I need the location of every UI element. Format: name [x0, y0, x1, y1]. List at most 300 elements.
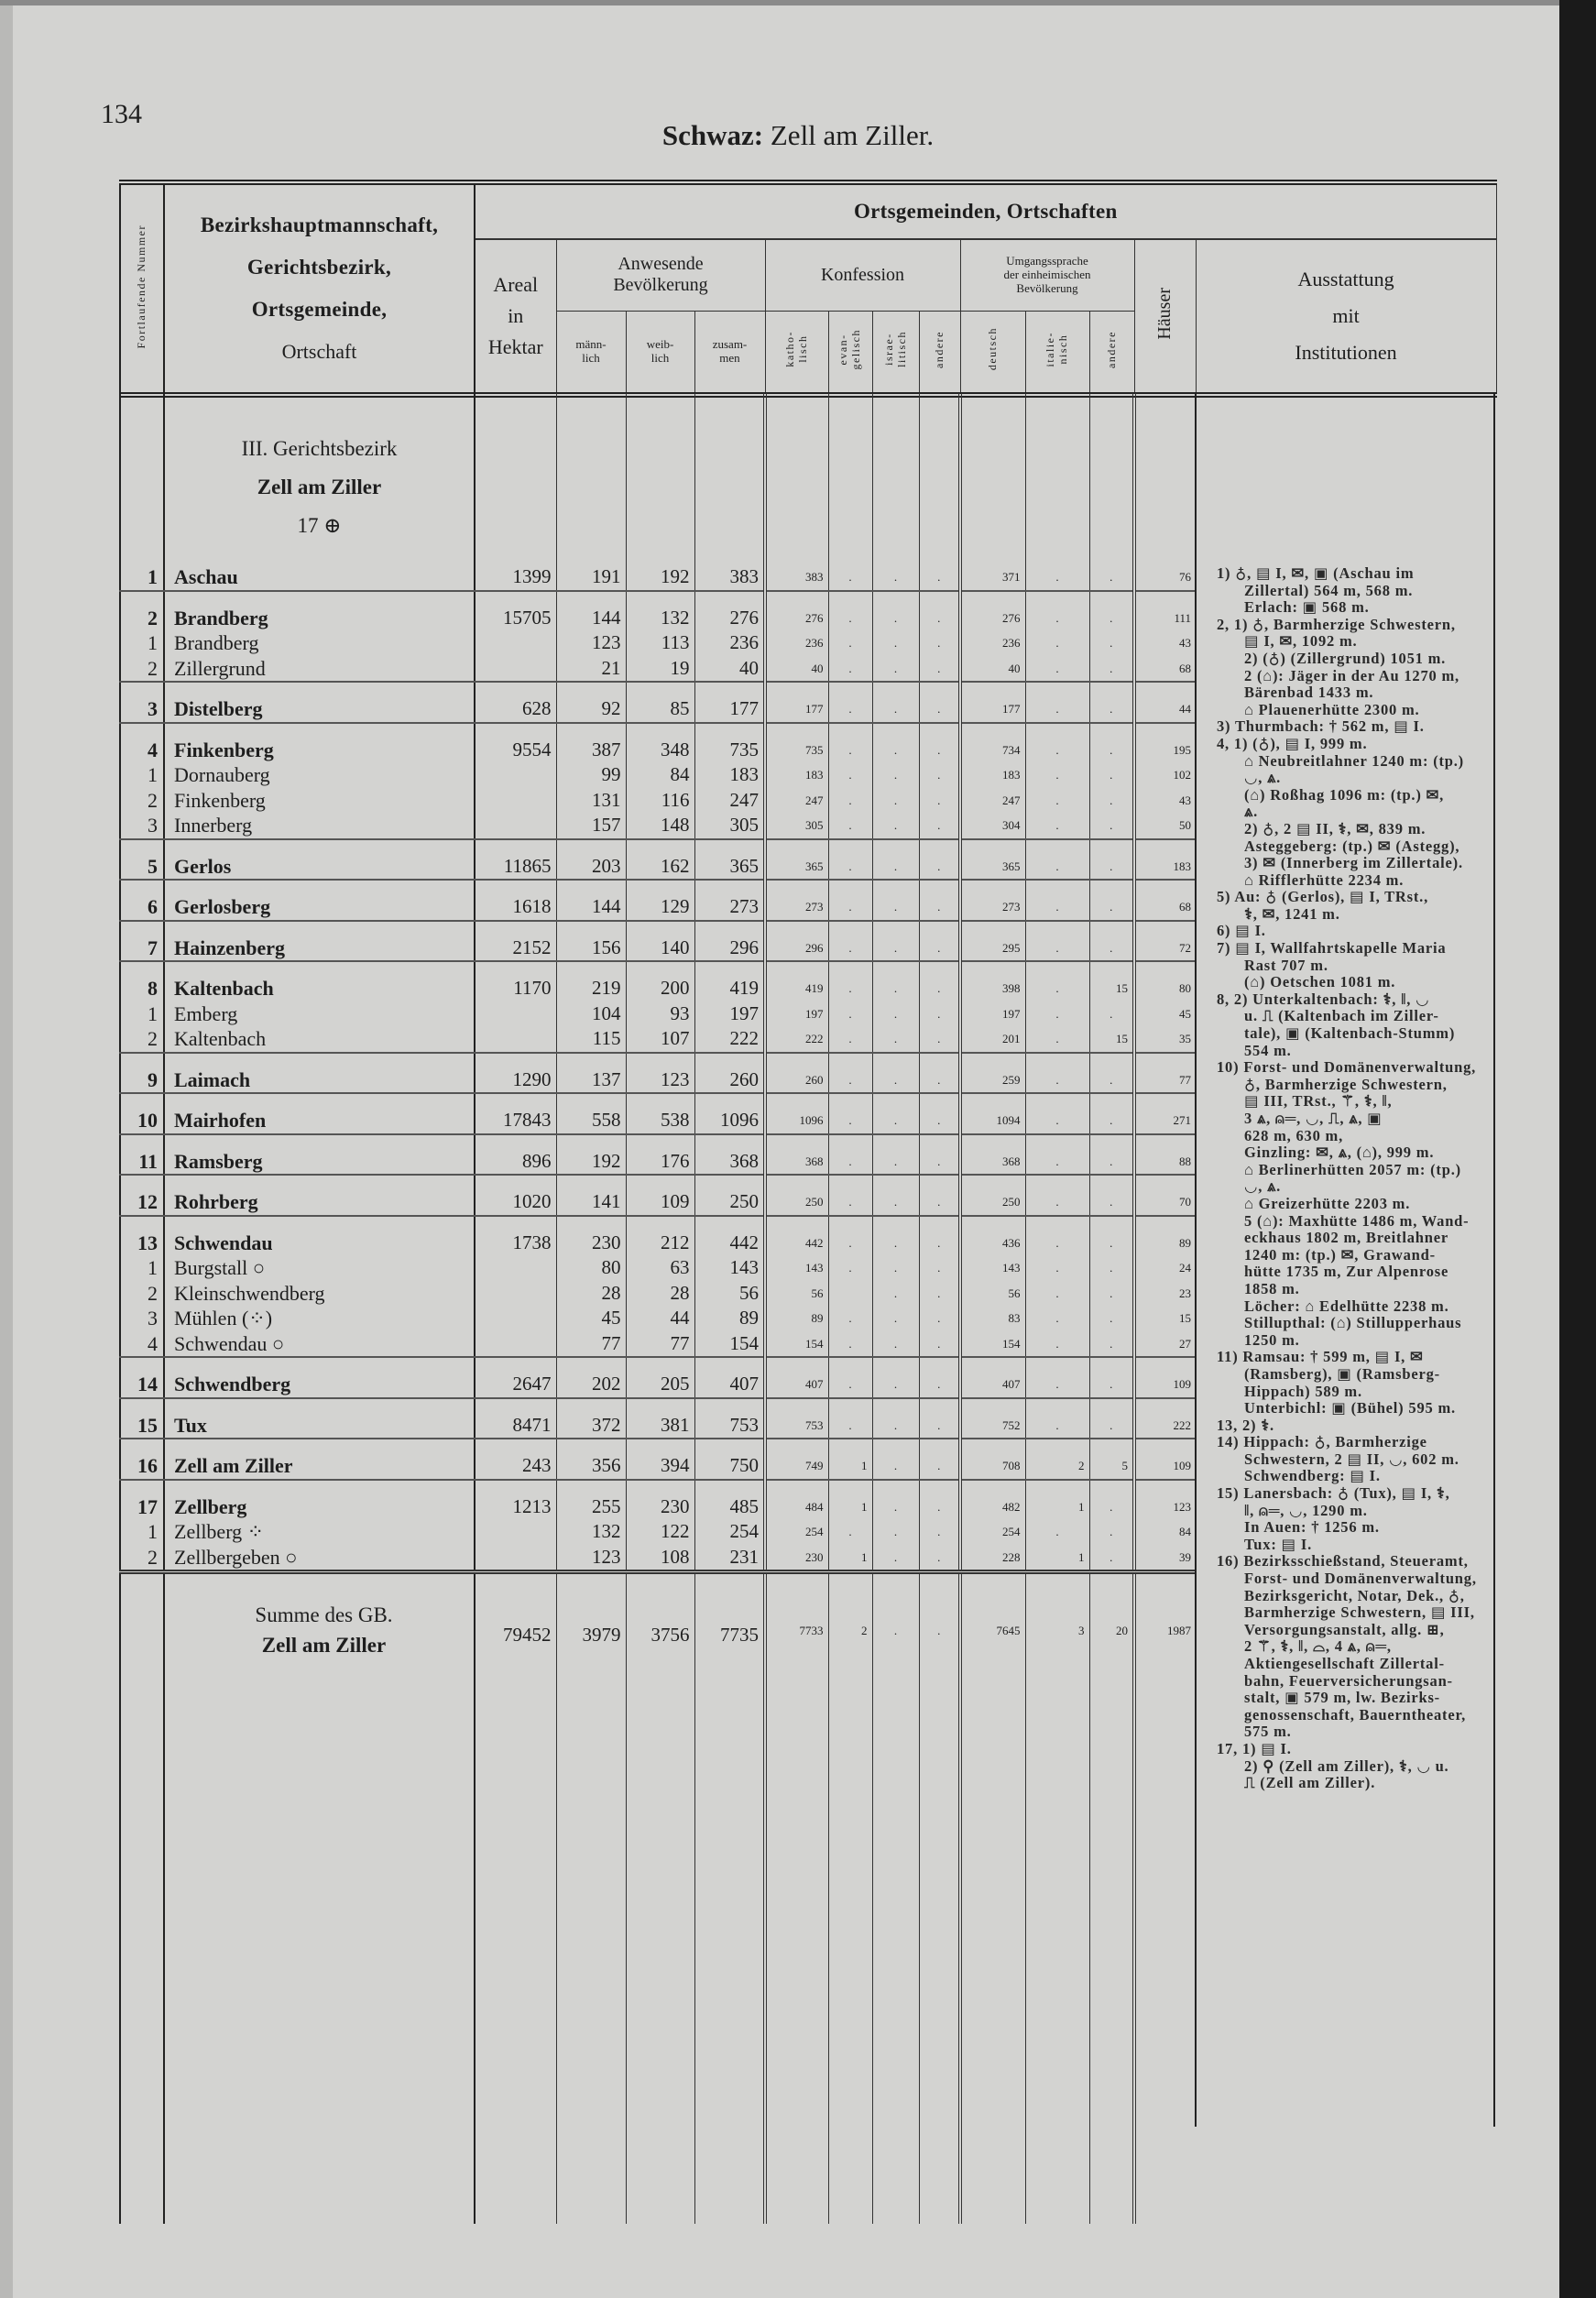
cell-male: 21: [556, 656, 626, 683]
cell-female: 200: [626, 961, 694, 1001]
cell-row-number: 4: [120, 723, 164, 763]
cell-israelite: .: [872, 551, 919, 591]
cell-other-language: .: [1089, 1255, 1134, 1281]
cell-israelite: .: [872, 723, 919, 763]
cell-evangelical: 1: [828, 1545, 872, 1572]
cell-houses: 43: [1134, 630, 1196, 656]
cell-other-confession: .: [919, 1398, 960, 1439]
cell-place-name: Kleinschwendberg: [164, 1281, 475, 1307]
note-line: Hippach) 589 m.: [1244, 1383, 1362, 1400]
note-line: 15) Lanersbach: ♁ (Tux), ▤ I, ⚕,: [1217, 1485, 1450, 1503]
cell-female: 176: [626, 1134, 694, 1176]
cell-other-confession: .: [919, 1306, 960, 1331]
cell-italian: .: [1025, 839, 1089, 881]
cell-italian: .: [1025, 1519, 1089, 1545]
cell-israelite: .: [872, 1306, 919, 1331]
cell-female: 140: [626, 921, 694, 962]
district-name: Zell am Ziller: [257, 476, 382, 498]
cell-row-number: 1: [120, 551, 164, 591]
cell-catholic: 89: [765, 1306, 828, 1331]
page-title-court: Zell am Ziller.: [763, 119, 935, 151]
cell-evangelical: [828, 1281, 872, 1307]
cell-israelite: .: [872, 1216, 919, 1256]
header-other-conf: andere: [919, 311, 960, 395]
cell-italian: 2: [1025, 1439, 1089, 1480]
cell-male: 558: [556, 1093, 626, 1134]
note-line: Schwestern, 2 ▤ II, ◡, 602 m.: [1244, 1450, 1459, 1468]
header-catholic: katho- lisch: [765, 311, 828, 395]
cell-place-name: Burgstall ○: [164, 1255, 475, 1281]
cell-female: 129: [626, 880, 694, 921]
note-line: 554 m.: [1244, 1042, 1292, 1059]
cell-other-confession: .: [919, 813, 960, 839]
note-line: 11) Ramsau: † 599 m, ▤ I, ✉: [1217, 1349, 1424, 1366]
header-male: männ- lich: [556, 311, 626, 395]
cell-evangelical: .: [828, 839, 872, 881]
cell-houses: 84: [1134, 1519, 1196, 1545]
note-line: Tux: ▤ I.: [1244, 1536, 1312, 1553]
cell-evangelical: .: [828, 682, 872, 723]
table-row: [120, 1331, 1196, 1358]
cell-female: 107: [626, 1026, 694, 1053]
cell-italian: .: [1025, 880, 1089, 921]
cell-row-number: 2: [120, 788, 164, 814]
cell-female: 148: [626, 813, 694, 839]
cell-area-hectare: [475, 656, 556, 683]
note-line: 1250 m.: [1244, 1331, 1300, 1349]
cell-german: 259: [960, 1053, 1025, 1094]
cell-german: 83: [960, 1306, 1025, 1331]
cell-evangelical: .: [828, 1026, 872, 1053]
cell-catholic: 276: [765, 591, 828, 631]
cell-other-confession: .: [919, 551, 960, 591]
cell-catholic: 247: [765, 788, 828, 814]
sum-female: 3756: [626, 1572, 694, 1707]
sum-place-name: [164, 1572, 475, 1707]
cell-other-language: .: [1089, 1053, 1134, 1094]
cell-other-language: 15: [1089, 961, 1134, 1001]
cell-houses: 109: [1134, 1439, 1196, 1480]
cell-italian: .: [1025, 1306, 1089, 1331]
cell-other-confession: .: [919, 961, 960, 1001]
cell-other-confession: .: [919, 1001, 960, 1027]
cell-female: 93: [626, 1001, 694, 1027]
sum-other-language: 20: [1089, 1572, 1134, 1707]
note-line: Zillertal) 564 m, 568 m.: [1244, 582, 1414, 599]
cell-german: 40: [960, 656, 1025, 683]
cell-israelite: .: [872, 1026, 919, 1053]
cell-total: 154: [694, 1331, 765, 1358]
cell-israelite: .: [872, 1281, 919, 1307]
cell-german: 236: [960, 630, 1025, 656]
cell-catholic: 484: [765, 1480, 828, 1520]
table-row: [120, 961, 1196, 1001]
sum-label: Summe des GB.: [255, 1603, 393, 1626]
cell-other-language: .: [1089, 813, 1134, 839]
cell-houses: 183: [1134, 839, 1196, 881]
cell-evangelical: .: [828, 813, 872, 839]
header-group-title: Ortsgemeinden, Ortschaften: [475, 182, 1496, 239]
cell-other-confession: .: [919, 1519, 960, 1545]
cell-catholic: 250: [765, 1175, 828, 1216]
cell-catholic: 305: [765, 813, 828, 839]
cell-male: 28: [556, 1281, 626, 1307]
cell-italian: .: [1025, 1026, 1089, 1053]
cell-female: 348: [626, 723, 694, 763]
cell-israelite: .: [872, 1175, 919, 1216]
table-row: [120, 1398, 1196, 1439]
cell-total: 365: [694, 839, 765, 881]
header-israelite: israe- litisch: [872, 311, 919, 395]
cell-row-number: 12: [120, 1175, 164, 1216]
cell-german: 482: [960, 1480, 1025, 1520]
note-line: stalt, ▣ 579 m, lw. Bezirks-: [1244, 1690, 1440, 1707]
table-row: [120, 1134, 1196, 1176]
cell-israelite: .: [872, 1001, 919, 1027]
cell-houses: 271: [1134, 1093, 1196, 1134]
header-name-line: Bezirkshauptmannschaft,: [200, 213, 439, 236]
note-line: (Ramsberg), ▣ (Ramsberg-: [1244, 1365, 1440, 1383]
cell-total: 56: [694, 1281, 765, 1307]
cell-place-name: Zellberg: [164, 1480, 475, 1520]
cell-italian: .: [1025, 591, 1089, 631]
cell-italian: .: [1025, 1357, 1089, 1398]
cell-row-number: 11: [120, 1134, 164, 1176]
header-name-line: Ortschaft: [281, 340, 357, 363]
cell-male: 157: [556, 813, 626, 839]
cell-israelite: .: [872, 1480, 919, 1520]
cell-italian: .: [1025, 551, 1089, 591]
cell-male: 202: [556, 1357, 626, 1398]
note-line: 13, 2) ⚕.: [1217, 1417, 1274, 1434]
cell-female: 381: [626, 1398, 694, 1439]
cell-italian: .: [1025, 1093, 1089, 1134]
cell-catholic: 419: [765, 961, 828, 1001]
cell-evangelical: 1: [828, 1480, 872, 1520]
cell-israelite: .: [872, 1398, 919, 1439]
cell-female: 205: [626, 1357, 694, 1398]
note-line: 628 m, 630 m,: [1244, 1127, 1344, 1144]
cell-female: 162: [626, 839, 694, 881]
cell-area-hectare: [475, 788, 556, 814]
cell-german: 254: [960, 1519, 1025, 1545]
cell-german: 708: [960, 1439, 1025, 1480]
cell-german: 398: [960, 961, 1025, 1001]
cell-catholic: 368: [765, 1134, 828, 1176]
cell-place-name: Zillergrund: [164, 656, 475, 683]
note-line: 2) ♁, 2 ▤ II, ⚕, ✉, 839 m.: [1244, 820, 1427, 837]
cell-evangelical: .: [828, 723, 872, 763]
cell-female: 63: [626, 1255, 694, 1281]
header-italian: italie- nisch: [1025, 311, 1089, 395]
cell-german: 407: [960, 1357, 1025, 1398]
cell-catholic: 236: [765, 630, 828, 656]
cell-row-number: 8: [120, 961, 164, 1001]
cell-area-hectare: [475, 1519, 556, 1545]
cell-area-hectare: [475, 1026, 556, 1053]
note-line: 16) Bezirksschießstand, Steueramt,: [1217, 1553, 1469, 1570]
cell-row-number: 2: [120, 656, 164, 683]
cell-evangelical: .: [828, 1175, 872, 1216]
scan-edge-left: [0, 0, 13, 2298]
cell-total: 183: [694, 762, 765, 788]
note-line: 3) Thurmbach: † 562 m, ▤ I.: [1217, 718, 1425, 736]
cell-place-name: Schwendberg: [164, 1357, 475, 1398]
header-female: weib- lich: [626, 311, 694, 395]
cell-total: 236: [694, 630, 765, 656]
cell-catholic: 260: [765, 1053, 828, 1094]
note-line: 4, 1) (♁), ▤ I, 999 m.: [1217, 735, 1368, 752]
table-header: [119, 180, 1497, 398]
note-line: ♁, Barmherzige Schwestern,: [1244, 1076, 1448, 1093]
cell-other-confession: .: [919, 1093, 960, 1134]
cell-german: 368: [960, 1134, 1025, 1176]
cell-other-confession: .: [919, 630, 960, 656]
cell-catholic: 222: [765, 1026, 828, 1053]
scan-edge-right: [1559, 0, 1596, 2298]
note-line: 8, 2) Unterkaltenbach: ⚕, ‖, ◡: [1217, 990, 1430, 1008]
note-line: Bärenbad 1433 m.: [1244, 684, 1374, 702]
cell-place-name: Laimach: [164, 1053, 475, 1094]
cell-total: 1096: [694, 1093, 765, 1134]
cell-row-number: 3: [120, 682, 164, 723]
cell-total: 260: [694, 1053, 765, 1094]
note-line: u. ⎍ (Kaltenbach im Ziller-: [1244, 1008, 1439, 1025]
note-line: 1240 m: (tp.) ✉, Grawand-: [1244, 1246, 1436, 1264]
note-line: bahn, Feuerversicherungsan-: [1244, 1672, 1453, 1690]
cell-area-hectare: 628: [475, 682, 556, 723]
note-line: ⎍ (Zell am Ziller).: [1244, 1775, 1376, 1792]
header-number: Fortlaufende Nummer: [120, 182, 164, 395]
cell-other-confession: .: [919, 1331, 960, 1358]
cell-total: 419: [694, 961, 765, 1001]
cell-israelite: .: [872, 1545, 919, 1572]
cell-male: 45: [556, 1306, 626, 1331]
cell-german: 197: [960, 1001, 1025, 1027]
cell-area-hectare: [475, 762, 556, 788]
cell-evangelical: .: [828, 656, 872, 683]
note-line: ⌂ Rifflerhütte 2234 m.: [1244, 871, 1405, 889]
cell-row-number: 17: [120, 1480, 164, 1520]
cell-area-hectare: 15705: [475, 591, 556, 631]
cell-place-name: Hainzenberg: [164, 921, 475, 962]
cell-other-language: .: [1089, 1545, 1134, 1572]
cell-female: 84: [626, 762, 694, 788]
cell-male: 255: [556, 1480, 626, 1520]
cell-row-number: 1: [120, 1519, 164, 1545]
cell-evangelical: .: [828, 921, 872, 962]
cell-houses: 39: [1134, 1545, 1196, 1572]
note-line: In Auen: † 1256 m.: [1244, 1519, 1380, 1537]
cell-female: 538: [626, 1093, 694, 1134]
table-row: [120, 788, 1196, 814]
district-intro-row: [120, 393, 1196, 551]
table-row: [120, 1480, 1196, 1520]
header-houses: Häuser: [1134, 239, 1196, 395]
cell-israelite: .: [872, 762, 919, 788]
cell-other-confession: .: [919, 1255, 960, 1281]
cell-catholic: 40: [765, 656, 828, 683]
sum-german: 7645: [960, 1572, 1025, 1707]
note-line: Rast 707 m.: [1244, 957, 1328, 974]
cell-male: 123: [556, 1545, 626, 1572]
cell-italian: .: [1025, 1175, 1089, 1216]
table-row: [120, 1281, 1196, 1307]
note-line: Versorgungsanstalt, allg. ⊞,: [1244, 1621, 1445, 1638]
cell-evangelical: .: [828, 1398, 872, 1439]
cell-total: 247: [694, 788, 765, 814]
cell-area-hectare: [475, 813, 556, 839]
cell-total: 383: [694, 551, 765, 591]
header-areal: Areal in Hektar: [475, 239, 556, 395]
page-number: 134: [101, 99, 142, 129]
header-german: deutsch: [960, 311, 1025, 395]
cell-row-number: 7: [120, 921, 164, 962]
table-row: [120, 1216, 1196, 1256]
cell-place-name: Gerlosberg: [164, 880, 475, 921]
cell-place-name: Brandberg: [164, 591, 475, 631]
cell-catholic: 154: [765, 1331, 828, 1358]
cell-male: 92: [556, 682, 626, 723]
cell-row-number: 9: [120, 1053, 164, 1094]
cell-german: 183: [960, 762, 1025, 788]
note-line: 14) Hippach: ♁, Barmherzige: [1217, 1434, 1427, 1451]
table-row: [120, 1439, 1196, 1480]
cell-israelite: .: [872, 1439, 919, 1480]
note-line: ⩓.: [1244, 804, 1259, 821]
sum-evangelical: 2: [828, 1572, 872, 1707]
cell-male: 77: [556, 1331, 626, 1358]
cell-israelite: .: [872, 656, 919, 683]
cell-male: 192: [556, 1134, 626, 1176]
scan-edge-top: [0, 0, 1596, 5]
cell-evangelical: .: [828, 591, 872, 631]
cell-male: 144: [556, 880, 626, 921]
cell-female: 19: [626, 656, 694, 683]
table-row: [120, 723, 1196, 763]
cell-israelite: .: [872, 880, 919, 921]
cell-total: 177: [694, 682, 765, 723]
cell-israelite: .: [872, 1519, 919, 1545]
sum-male: 3979: [556, 1572, 626, 1707]
note-line: ⌂ Berlinerhütten 2057 m: (tp.): [1244, 1161, 1461, 1178]
cell-catholic: 753: [765, 1398, 828, 1439]
cell-israelite: .: [872, 813, 919, 839]
cell-row-number: 3: [120, 813, 164, 839]
cell-other-confession: .: [919, 839, 960, 881]
cell-other-confession: .: [919, 788, 960, 814]
note-line: 5 (⌂): Maxhütte 1486 m, Wand-: [1244, 1212, 1470, 1230]
cell-catholic: 749: [765, 1439, 828, 1480]
cell-other-language: .: [1089, 1480, 1134, 1520]
note-line: 1858 m.: [1244, 1280, 1300, 1297]
cell-row-number: 14: [120, 1357, 164, 1398]
note-line: 7) ▤ I, Wallfahrtskapelle Maria: [1217, 940, 1447, 958]
cell-female: 44: [626, 1306, 694, 1331]
cell-catholic: 365: [765, 839, 828, 881]
cell-evangelical: 1: [828, 1439, 872, 1480]
cell-row-number: 2: [120, 1281, 164, 1307]
cell-evangelical: .: [828, 551, 872, 591]
header-population: Anwesende Bevölkerung: [556, 239, 765, 311]
cell-place-name: Emberg: [164, 1001, 475, 1027]
cell-italian: .: [1025, 762, 1089, 788]
cell-other-language: .: [1089, 1134, 1134, 1176]
note-line: ⚕, ✉, 1241 m.: [1244, 905, 1340, 923]
table-row: [120, 839, 1196, 881]
cell-female: 116: [626, 788, 694, 814]
cell-female: 230: [626, 1480, 694, 1520]
cell-female: 109: [626, 1175, 694, 1216]
cell-houses: 102: [1134, 762, 1196, 788]
cell-total: 89: [694, 1306, 765, 1331]
cell-male: 132: [556, 1519, 626, 1545]
cell-evangelical: .: [828, 630, 872, 656]
cell-houses: 80: [1134, 961, 1196, 1001]
note-line: 2, 1) ♁, Barmherzige Schwestern,: [1217, 616, 1456, 633]
note-line: Forst- und Domänenverwaltung,: [1244, 1570, 1477, 1588]
cell-other-language: .: [1089, 630, 1134, 656]
note-line: ⌂ Plauenerhütte 2300 m.: [1244, 701, 1420, 718]
note-line: Ginzling: ✉, ⩓, (⌂), 999 m.: [1244, 1144, 1435, 1162]
cell-israelite: .: [872, 1134, 919, 1176]
cell-other-language: 5: [1089, 1439, 1134, 1480]
cell-other-confession: .: [919, 1026, 960, 1053]
cell-houses: 24: [1134, 1255, 1196, 1281]
cell-other-language: 15: [1089, 1026, 1134, 1053]
cell-houses: 27: [1134, 1331, 1196, 1358]
cell-female: 192: [626, 551, 694, 591]
cell-total: 750: [694, 1439, 765, 1480]
cell-place-name: Ramsberg: [164, 1134, 475, 1176]
cell-row-number: 2: [120, 1026, 164, 1053]
cell-other-language: .: [1089, 839, 1134, 881]
cell-area-hectare: 8471: [475, 1398, 556, 1439]
note-line: Erlach: ▣ 568 m.: [1244, 599, 1370, 617]
note-line: Löcher: ⌂ Edelhütte 2238 m.: [1244, 1297, 1449, 1315]
cell-other-language: .: [1089, 1519, 1134, 1545]
sum-catholic: 7733: [765, 1572, 828, 1707]
cell-evangelical: .: [828, 1093, 872, 1134]
cell-other-language: .: [1089, 1331, 1134, 1358]
cell-row-number: 1: [120, 630, 164, 656]
note-line: Barmherzige Schwestern, ▤ III,: [1244, 1604, 1475, 1622]
cell-area-hectare: 11865: [475, 839, 556, 881]
cell-israelite: .: [872, 630, 919, 656]
cell-other-confession: .: [919, 1053, 960, 1094]
cell-italian: .: [1025, 1053, 1089, 1094]
page-title: [0, 119, 1596, 152]
cell-area-hectare: [475, 1545, 556, 1572]
sum-houses: 1987: [1134, 1572, 1196, 1707]
cell-male: 123: [556, 630, 626, 656]
table-row: [120, 656, 1196, 683]
cell-area-hectare: 2152: [475, 921, 556, 962]
cell-area-hectare: 17843: [475, 1093, 556, 1134]
table-row: [120, 1255, 1196, 1281]
cell-area-hectare: 1738: [475, 1216, 556, 1256]
cell-place-name: Zellberg ⁘: [164, 1519, 475, 1545]
cell-total: 222: [694, 1026, 765, 1053]
cell-place-name: Zell am Ziller: [164, 1439, 475, 1480]
cell-catholic: 56: [765, 1281, 828, 1307]
sum-israelite: .: [872, 1572, 919, 1707]
cell-evangelical: .: [828, 880, 872, 921]
cell-houses: 195: [1134, 723, 1196, 763]
note-line: Aktiengesellschaft Zillertal-: [1244, 1656, 1445, 1672]
cell-italian: .: [1025, 656, 1089, 683]
cell-other-language: .: [1089, 551, 1134, 591]
